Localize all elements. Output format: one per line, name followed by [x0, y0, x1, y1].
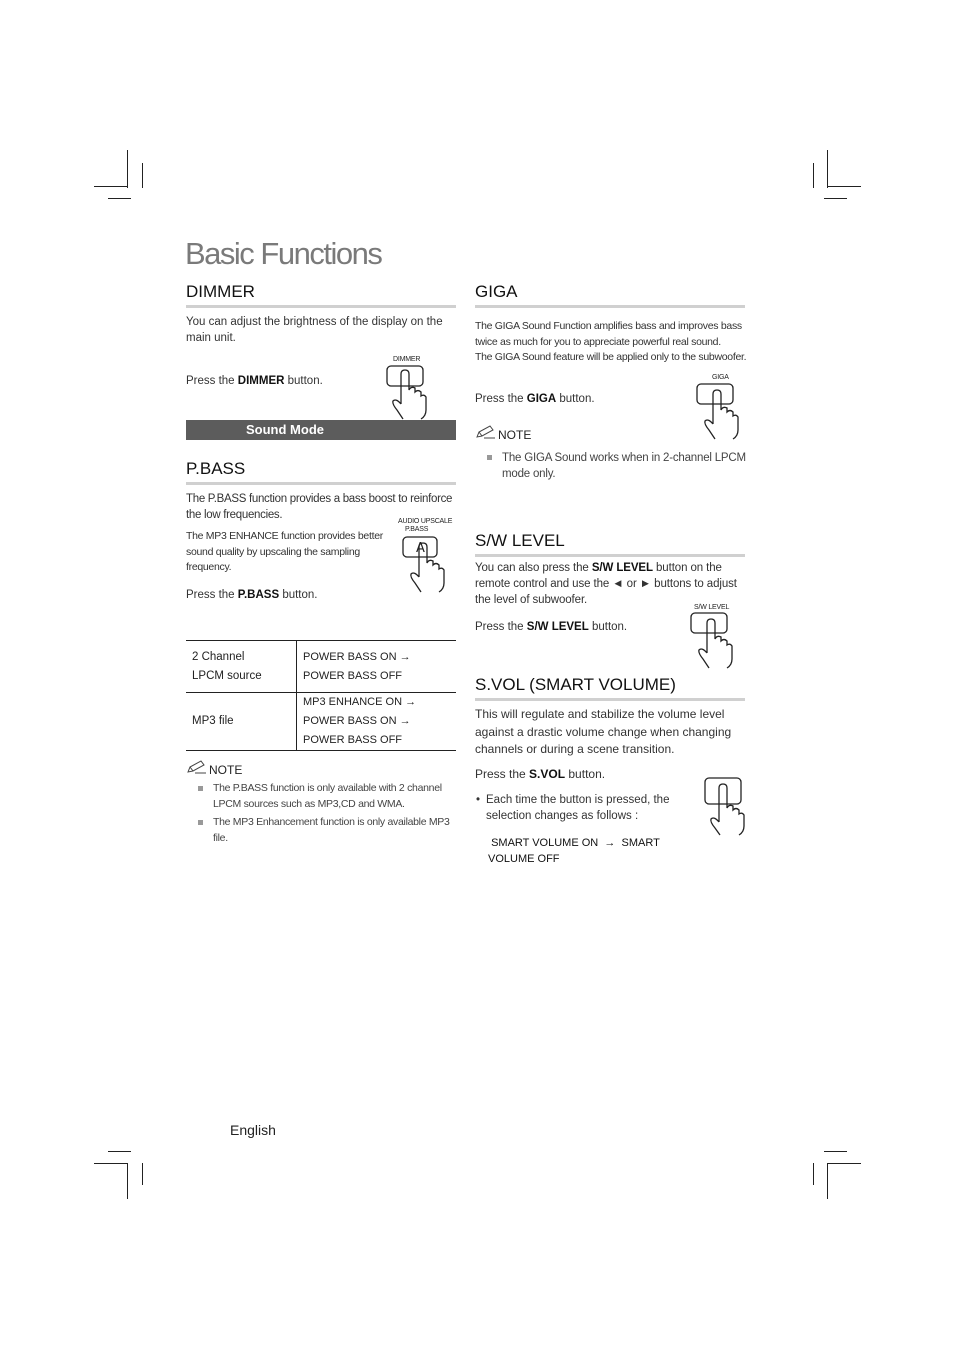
giga-description: The GIGA Sound Function amplifies bass and improves bass twice as much for you to appreciate powerful real sound. The GIGA Sound feature will be applied only to the subwoofer. [475, 320, 747, 363]
table-cell-source: MP3 file [186, 693, 297, 751]
crop-mark [108, 1151, 131, 1152]
table-cell-source: 2 Channel LPCM source [186, 641, 297, 693]
pbass-note-item: The MP3 Enhancement function is only available MP3 file. [213, 816, 450, 844]
svol-bullet-text: Each time the button is pressed, the selection changes as follows : [486, 794, 670, 822]
dimmer-button-icon [384, 364, 432, 420]
giga-note-item: The GIGA Sound works when in 2-channel LPCM mode only. [502, 452, 746, 480]
table-row [186, 693, 456, 751]
bullet-square [487, 455, 492, 460]
crop-mark [827, 150, 828, 188]
swlevel-button-label: S/W LEVEL [694, 604, 730, 611]
bullet-square [198, 820, 203, 825]
crop-mark [813, 163, 814, 188]
crop-mark [127, 150, 128, 188]
crop-mark [828, 1163, 861, 1164]
giga-note-heading: NOTE [498, 428, 532, 442]
sound-mode-bar: Sound Mode [186, 420, 456, 440]
pencil-icon [475, 425, 497, 439]
crop-mark [824, 198, 847, 199]
pbass-heading: P.BASS [186, 459, 456, 485]
crop-mark [94, 186, 127, 187]
svol-button-icon [700, 776, 748, 836]
bullet-dot: • [476, 794, 481, 806]
svol-sequence: SMART VOLUME ON → SMART VOLUME OFF [488, 837, 660, 865]
crop-mark [142, 1163, 143, 1185]
dimmer-button-label: DIMMER [393, 356, 421, 363]
dimmer-heading: DIMMER [186, 282, 456, 308]
svol-description: This will regulate and stabilize the volume level against a drastic volume change when changing channels or during a scene transition. [475, 707, 732, 756]
giga-button-icon [694, 382, 744, 440]
pbass-mode-table [186, 640, 456, 751]
pencil-icon [186, 760, 208, 774]
pbass-button-icon [400, 535, 450, 593]
pbass-note-heading: NOTE [209, 763, 243, 777]
crop-mark [827, 1163, 828, 1199]
table-row [186, 641, 456, 693]
crop-mark [127, 1163, 128, 1199]
crop-mark [828, 186, 861, 187]
giga-button-label: GIGA [712, 374, 729, 381]
crop-mark [813, 1163, 814, 1185]
page-title: Basic Functions [185, 236, 382, 271]
swlevel-heading: S/W LEVEL [475, 531, 745, 557]
crop-mark [108, 198, 131, 199]
swlevel-instruction: Press the S/W LEVEL button. [475, 621, 628, 633]
giga-instruction: Press the GIGA button. [475, 393, 595, 405]
pbass-note-item: The P.BASS function is only available with 2 channel LPCM sources such as MP3,CD and WMA. [213, 782, 442, 810]
svol-instruction: Press the S.VOL button. [475, 767, 606, 781]
footer-language: English [230, 1122, 276, 1138]
swlevel-description: You can also press the S/W LEVEL button on the remote control and use the ◄ or ► buttons to adjust the level of subwoofer. [475, 562, 737, 606]
svg-text:A: A [416, 541, 425, 556]
pbass-button-label: AUDIO UPSCALE P.BASS [398, 518, 453, 533]
table-cell-sequence: POWER BASS ON → POWER BASS OFF [303, 650, 411, 682]
bullet-square [198, 786, 203, 791]
pbass-description: The P.BASS function provides a bass boost to reinforce the low frequencies. [186, 493, 453, 521]
swlevel-button-icon [688, 611, 738, 669]
pbass-instruction: Press the P.BASS button. [186, 589, 318, 601]
mp3-enhance-description: The MP3 ENHANCE function provides better sound quality by upscaling the sampling frequency. [186, 530, 383, 573]
table-cell-sequence: MP3 ENHANCE ON → POWER BASS ON → POWER BASS OFF [303, 696, 417, 746]
dimmer-description: You can adjust the brightness of the display on the main unit. [186, 316, 443, 344]
crop-mark [142, 163, 143, 188]
crop-mark [824, 1151, 847, 1152]
crop-mark [94, 1163, 127, 1164]
dimmer-instruction: Press the DIMMER button. [186, 375, 323, 387]
svol-heading: S.VOL (SMART VOLUME) [475, 675, 745, 701]
giga-heading: GIGA [475, 282, 745, 308]
